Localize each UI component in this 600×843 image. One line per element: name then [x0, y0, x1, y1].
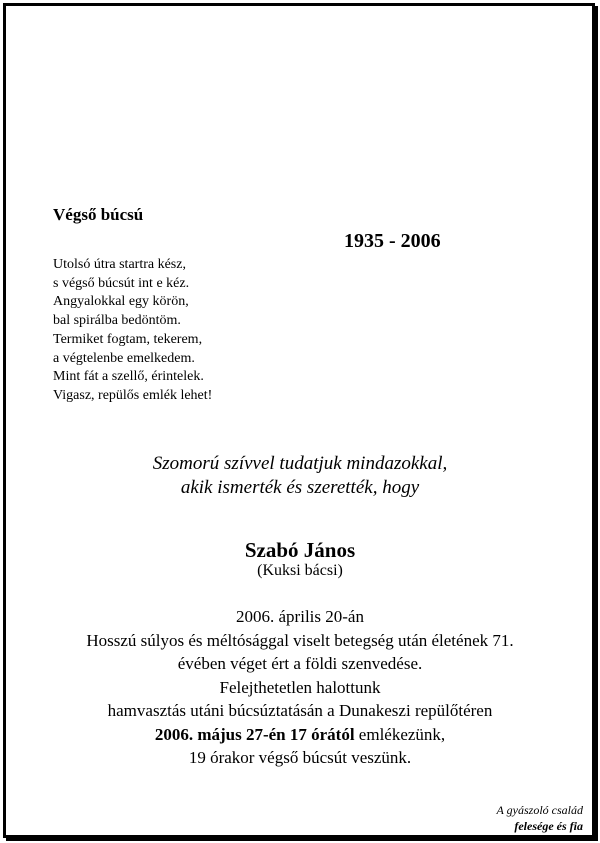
announcement-line: Felejthetetlen halottunk	[219, 677, 381, 697]
signature-family: A gyászoló család	[496, 803, 583, 817]
poem-line: Termiket fogtam, tekerem,	[53, 331, 203, 347]
announcement-line: 19 órakor végső búcsút veszünk.	[188, 748, 412, 767]
announcement-line-rest: emlékezünk,	[354, 724, 446, 744]
poem-line: s végső búcsút int e kéz.	[53, 275, 190, 291]
poem-line: Vigasz, repülős emlék lehet!	[53, 387, 213, 403]
intro-line-1: Szomorú szívvel tudatjuk mindazokkal,	[152, 453, 448, 474]
poem-line: Angyalokkal egy körön,	[53, 294, 189, 310]
poem-body	[53, 256, 212, 406]
deceased-name: Szabó János	[244, 538, 356, 562]
poem-line: Mint fát a szellő, érintelek.	[53, 369, 204, 385]
poem-line: bal spirálba bedöntöm.	[53, 313, 181, 329]
poem-title: Végső búcsú	[53, 205, 144, 224]
announcement-text	[0, 605, 600, 770]
announcement-line: hamvasztás utáni búcsúztatásán a Dunakeszi repülőtéren	[107, 701, 493, 720]
intro-text	[0, 452, 600, 500]
deceased-nickname: (Kuksi bácsi)	[257, 562, 343, 579]
announcement-date: 2006. április 20-án	[236, 607, 364, 626]
announcement-line: Hosszú súlyos és méltósággal viselt betegség után életének 71.	[86, 630, 514, 650]
poem-line: Utolsó útra startra kész,	[53, 257, 186, 272]
signature-names: felesége és fia	[514, 819, 583, 833]
intro-line-2: akik ismerték és szerették, hogy	[180, 477, 420, 498]
memorial-time: 2006. május 27-én 17 órától	[154, 724, 355, 744]
announcement-line: évében véget ért a földi szenvedése.	[177, 654, 423, 673]
poem-line: a végtelenbe emelkedem.	[53, 350, 195, 366]
announcement-line	[0, 723, 600, 747]
life-years: 1935 - 2006	[344, 230, 441, 252]
